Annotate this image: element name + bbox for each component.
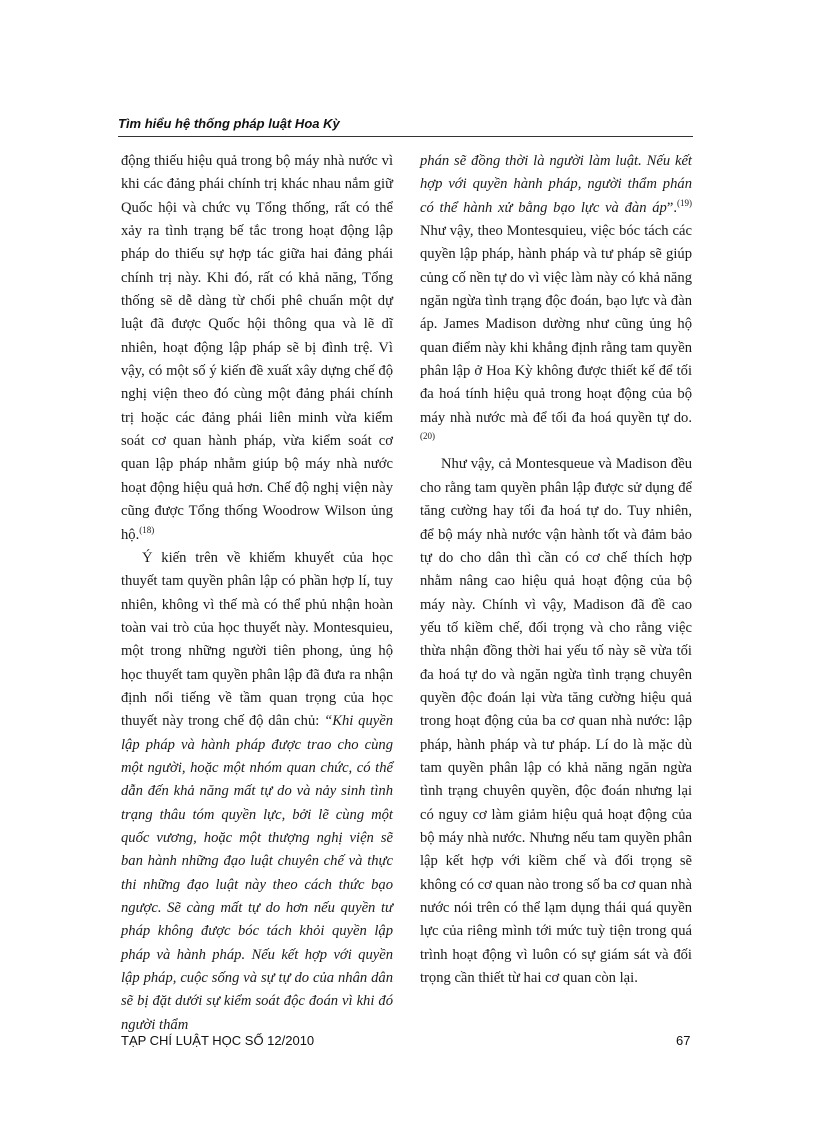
right-p2-text: Như vậy, cả Montesqueue và Madison đều cho rằng tam quyền phân lập được sử dụng để tăng cường hay tối đa hoá tự do. Tuy nhiên, để bộ máy nhà nước vận hành tốt và đảm bảo tự do cho dân thì cần có cơ chế thích hợp nhằm nâng cao hiệu quả hoạt động của bộ máy này. Chính vì vậy, Madison đã đề cao yếu tố kiềm chế, đối trọng và cho rằng việc thừa nhận đồng thời hai yếu tố này sẽ vừa tối đa hoá tự do và ngăn ngừa tình trạng chuyên quyền độc đoán lại vừa tăng cường hiệu quả trong hoạt động của ba cơ quan nhà nước: lập pháp, hành pháp và tư pháp. Lí do là mặc dù tam quyền phân lập có khả năng ngăn ngừa tình trạng chuyên quyền, độc đoán nhưng lại có nguy cơ làm giảm hiệu quả hoạt động của bộ máy nhà nước. Nhưng nếu tam quyền phân lập kết hợp với kiềm chế và đối trọng sẽ không có cơ quan nào trong số ba cơ quan nhà nước nói trên có thể lạm dụng thái quá quyền lực của riêng mình tới mức tuỳ tiện trong quá trình hoạt động vì luôn có sự giám sát và đối trọng cần thiết từ hai cơ quan còn lại. [420, 456, 692, 987]
footnote-ref-18: (18) [139, 524, 155, 535]
right-paragraph-1 [420, 150, 692, 453]
left-p2-text: Ý kiến trên về khiếm khuyết của học thuyết tam quyền phân lập có phần hợp lí, tuy nhiên, không vì thế mà có thể phủ nhận hoàn toàn vai trò của học thuyết này. Montesquieu, một trong những người tiên phong, ủng hộ học thuyết tam quyền phân lập đã đưa ra nhận định nổi tiếng về tầm quan trọng của học thuyết này trong chế độ dân chủ: [121, 549, 393, 730]
header-rule [118, 136, 693, 137]
running-header-title: Tìm hiểu hệ thống pháp luật Hoa Kỳ [118, 116, 340, 131]
footer-journal-name: TẠP CHÍ LUẬT HỌC SỐ 12/2010 [121, 1033, 315, 1048]
left-p1-text: động thiếu hiệu quả trong bộ máy nhà nước vì khi các đảng phái chính trị khác nhau nắm giữ Quốc hội và chức vụ Tổng thống, rất có thể xảy ra tình trạng bế tắc trong hoạt động lập pháp do thiếu sự hợp tác giữa hai đảng phái chính trị này. Khi đó, rất có khả năng, Tổng thống sẽ dễ dàng từ chối phê chuẩn một dự luật đã được Quốc hội thông qua và lẽ dĩ nhiên, hoạt động lập pháp sẽ bị đình trệ. Vì vậy, có một số ý kiến đề xuất xây dựng chế độ nghị viện theo đó cùng một đảng phái chính trị hoặc các đảng phái liên minh vừa kiểm soát cơ quan hành pháp, vừa kiểm soát cơ quan lập pháp nhằm giúp bộ máy nhà nước hoạt động hiệu quả hơn. Chế độ nghị viện này cũng được Tổng thống Woodrow Wilson ủng hộ. [121, 153, 393, 543]
right-p1-text: Như vậy, theo Montesquieu, việc bóc tách các quyền lập pháp, hành pháp và tư pháp sẽ giúp củng cố nền tự do vì việc làm này có khả năng ngăn ngừa tình trạng độc đoán, bạo lực và đàn áp. James Madison dường như cũng ủng hộ quan điểm này khi khẳng định rằng tam quyền phân lập ở Hoa Kỳ không được thiết kế để tối đa hoá tính hiệu quả trong hoạt động của bộ máy nhà nước mà để tối đa hoá quyền tự do. [420, 223, 692, 426]
right-column [420, 150, 692, 990]
left-paragraph-2 [121, 547, 393, 1037]
left-paragraph-1 [121, 150, 393, 547]
page-number: 67 [676, 1033, 691, 1048]
montesquieu-quote-continued: phán sẽ đồng thời là người làm luật. Nếu kết hợp với quyền hành pháp, người thẩm phán có thể hành xử bằng bạo lực và đàn áp [420, 153, 692, 216]
left-column [121, 150, 393, 1037]
footnote-ref-20: (20) [420, 431, 435, 442]
quote-close: ”. [666, 199, 677, 216]
montesquieu-quote: “Khi quyền lập pháp và hành pháp được trao cho cùng một người, hoặc một nhóm quan chức, có thể dẫn đến khả năng mất tự do và nảy sinh tình trạng thâu tóm quyền lực, bởi lẽ cùng một quốc vương, hoặc một thượng nghị viện sẽ ban hành những đạo luật chuyên chế và thực thi những đạo luật này theo cách thức bạo ngược. Sẽ càng mất tự do hơn nếu quyền tư pháp không được bóc tách khỏi quyền lập pháp và hành pháp. Nếu kết hợp với quyền lập pháp, cuộc sống và sự tự do của nhân dân sẽ bị đặt dưới sự kiểm soát độc đoán vì khi đó người thẩm [121, 713, 393, 1033]
footnote-ref-19: (19) [677, 197, 692, 208]
right-paragraph-2 [420, 453, 692, 990]
